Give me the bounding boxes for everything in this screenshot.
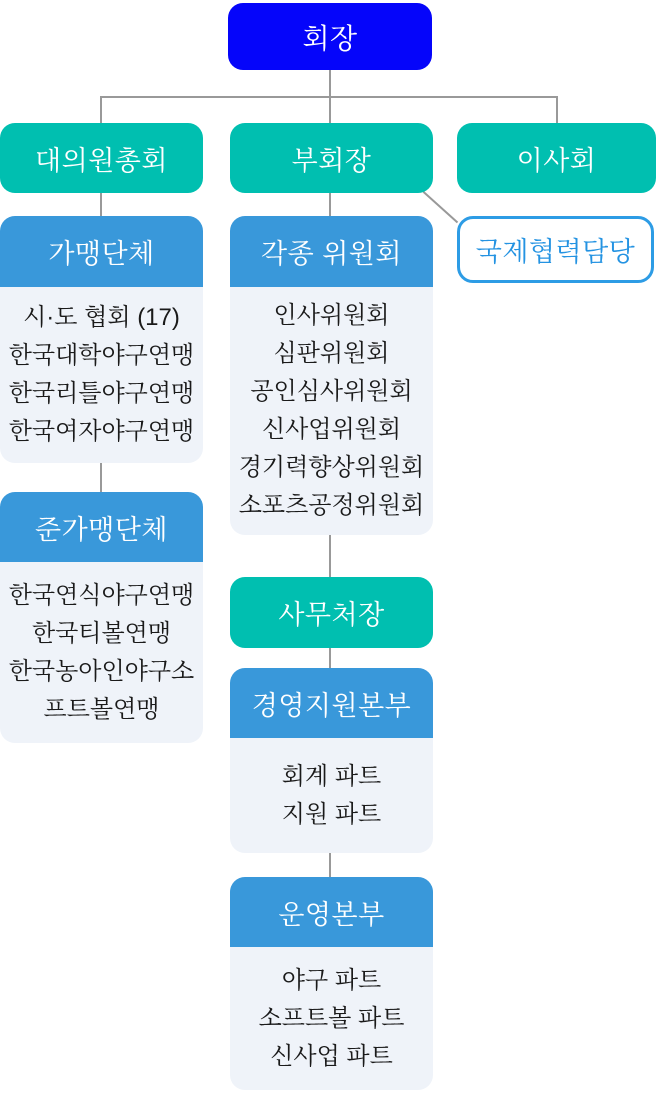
connector-affiliates-associate (100, 463, 102, 492)
list-item: 한국대학야구연맹 (8, 342, 195, 369)
list-item: 시·도 협회 (17) (23, 304, 180, 331)
node-secretary-general-label: 사무처장 (278, 600, 385, 630)
card-operations-title: 운영본부 (278, 899, 385, 930)
card-operations (230, 877, 433, 1090)
connector-top-horizontal (100, 96, 558, 98)
card-affiliates-header (0, 216, 203, 287)
card-committees-title: 각종 위원회 (261, 239, 402, 269)
node-chairman-label: 회장 (302, 22, 358, 54)
node-board-of-directors-label: 이사회 (516, 145, 597, 176)
list-item: 소포츠공정위원회 (238, 492, 425, 519)
node-intl-cooperation (457, 216, 654, 283)
list-item: 공인심사위원회 (250, 378, 413, 405)
card-affiliates-title: 가맹단체 (48, 239, 155, 269)
node-chairman (228, 3, 432, 70)
card-management-support-body (230, 738, 433, 853)
node-vice-chairman-label: 부회장 (291, 145, 372, 176)
card-associate-affiliates-header (0, 492, 203, 562)
connector-delegates-affiliates (100, 193, 102, 216)
card-associate-affiliates-body (0, 562, 203, 743)
connector-vice-committees (329, 193, 331, 216)
card-management-support-title: 경영지원본부 (251, 690, 412, 721)
list-item: 지원 파트 (281, 800, 382, 828)
node-intl-cooperation-label: 국제협력담당 (475, 237, 636, 267)
connector-stub-delegates (100, 96, 102, 123)
card-committees-body (230, 287, 433, 535)
card-operations-body (230, 947, 433, 1090)
list-item: 심판위원회 (273, 340, 390, 367)
list-item: 소프트볼 파트 (258, 1004, 405, 1032)
list-item: 한국티볼연맹 (31, 619, 172, 647)
connector-management-operations (329, 853, 331, 877)
card-management-support (230, 668, 433, 853)
list-item: 야구 파트 (281, 966, 382, 994)
list-item: 한국여자야구연맹 (8, 418, 195, 445)
list-item: 인사위원회 (273, 302, 390, 329)
connector-committees-secretary (329, 535, 331, 577)
list-item: 한국연식야구연맹 (8, 581, 195, 609)
card-associate-affiliates-title: 준가맹단체 (35, 514, 168, 545)
card-operations-header (230, 877, 433, 947)
list-item: 한국농아인야구소프트볼연맹 (8, 657, 195, 723)
node-secretary-general (230, 577, 433, 648)
list-item: 신사업위원회 (261, 416, 402, 443)
list-item: 신사업 파트 (270, 1042, 393, 1070)
node-vice-chairman (230, 123, 433, 193)
card-management-support-header (230, 668, 433, 738)
card-committees-header (230, 216, 433, 287)
list-item: 경기력향상위원회 (238, 454, 425, 481)
card-affiliates (0, 216, 203, 463)
card-associate-affiliates (0, 492, 203, 743)
list-item: 한국리틀야구연맹 (8, 380, 195, 407)
node-delegates-assembly (0, 123, 203, 193)
connector-secretary-management (329, 648, 331, 668)
list-item: 회계 파트 (281, 762, 382, 790)
node-board-of-directors (457, 123, 656, 193)
card-committees (230, 216, 433, 535)
connector-stub-board (556, 96, 558, 123)
card-affiliates-body (0, 287, 203, 463)
node-delegates-assembly-label: 대의원총회 (35, 145, 168, 176)
